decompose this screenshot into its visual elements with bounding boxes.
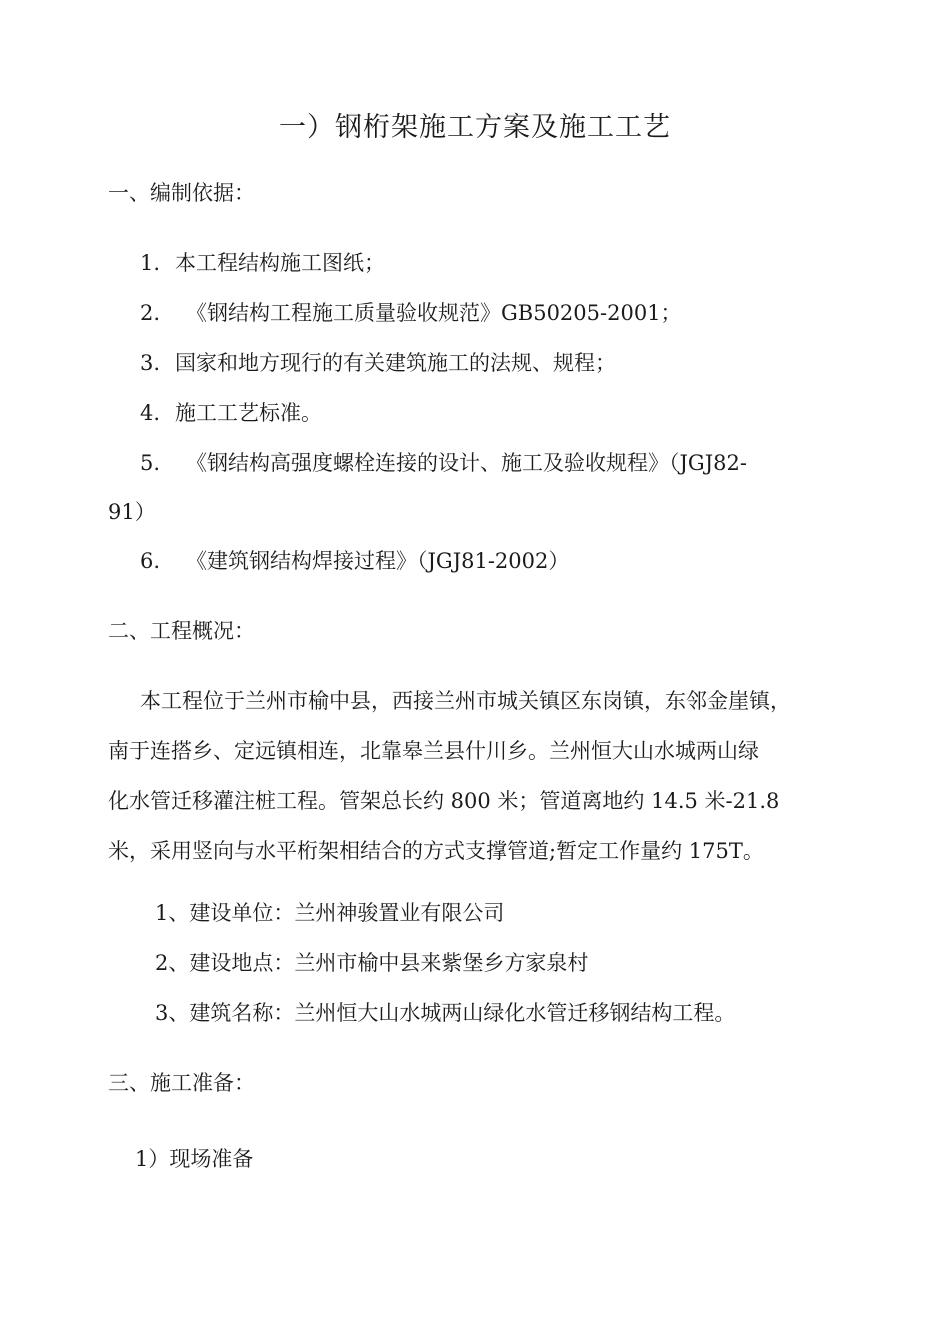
list-item: 本工程结构施工图纸； [175,251,385,275]
page-title: 一）钢桁架施工方案及施工工艺 [279,112,671,143]
paragraph-line: 本工程位于兰州市榆中县，西接兰州市城关镇区东岗镇，东邻金崖镇， [140,689,791,713]
list-item-number: 3. [140,351,161,375]
list-item: 施工工艺标准。 [175,401,322,425]
list-item-number: 6. [140,549,161,573]
list-item-number: 1. [140,251,161,275]
subsection-heading: 1）现场准备 [135,1147,254,1171]
section-heading-basis: 一、编制依据： [108,181,255,205]
section-heading-preparation: 三、施工准备： [108,1071,255,1095]
fact-line: 3、建筑名称：兰州恒大山水城两山绿化水管迁移钢结构工程。 [155,1001,736,1025]
list-item: 《钢结构高强度螺栓连接的设计、施工及验收规程》（JGJ82- [186,451,747,475]
list-item: 《钢结构工程施工质量验收规范》GB50205-2001； [186,301,682,325]
paragraph-line: 米，采用竖向与水平桁架相结合的方式支撑管道;暂定工作量约 175T。 [108,839,764,863]
section-heading-overview: 二、工程概况： [108,619,255,643]
list-item-number: 4. [140,401,161,425]
list-item-number: 2. [140,301,161,325]
list-item-continuation: 91） [108,500,156,524]
fact-line: 1、建设单位：兰州神骏置业有限公司 [155,901,505,925]
paragraph-line: 化水管迁移灌注桩工程。管架总长约 800 米；管道离地约 14.5 米-21.8 [108,789,780,813]
list-item: 国家和地方现行的有关建筑施工的法规、规程； [175,351,616,375]
list-item: 《建筑钢结构焊接过程》（JGJ81-2002） [186,549,570,573]
fact-line: 2、建设地点：兰州市榆中县来紫堡乡方家泉村 [155,951,589,975]
paragraph-line: 南于连搭乡、定远镇相连，北靠皋兰县什川乡。兰州恒大山水城两山绿 [108,739,759,763]
list-item-number: 5. [140,451,161,475]
